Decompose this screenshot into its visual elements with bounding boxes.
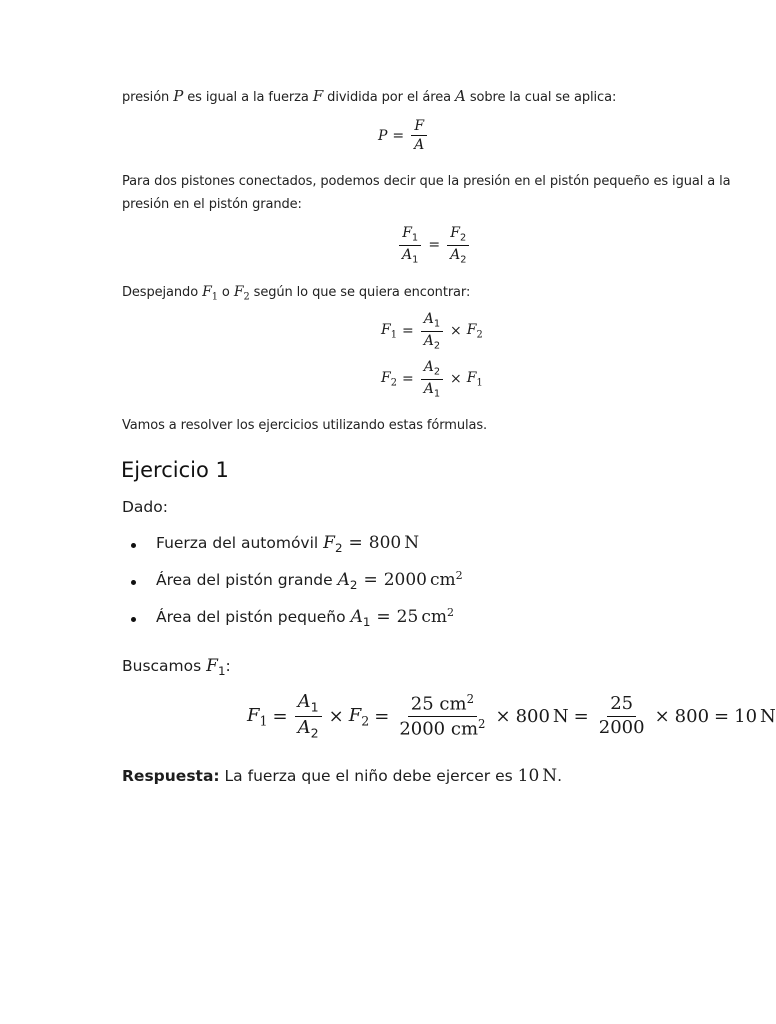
numerator-value: 25 (607, 694, 636, 717)
var-f1: F (202, 284, 212, 300)
exercise-heading: Ejercicio 1 (121, 458, 229, 482)
var-a: A (455, 87, 466, 105)
result-unit: N (760, 705, 776, 727)
var-f: F (312, 87, 324, 105)
fraction-numerator: F (411, 118, 427, 136)
lhs-var: F (247, 704, 260, 726)
paragraph-solve (122, 284, 470, 302)
item-var: A (337, 570, 350, 591)
equals-sign: = (272, 705, 288, 727)
fraction (421, 359, 443, 399)
list-item-text: Fuerza del automóvil (156, 534, 319, 552)
given-label: Dado: (122, 498, 168, 516)
fraction-values (396, 693, 488, 740)
fraction (411, 118, 427, 153)
lhs-var: F (381, 369, 391, 386)
numerator-unit: cm (439, 693, 467, 715)
intro-text-b: es igual a la fuerza (187, 90, 309, 105)
times-sign: × (654, 705, 670, 727)
item-sub: 1 (362, 615, 371, 630)
times-sign: × (450, 371, 462, 388)
formula-f2: $F_2$ = $\frac{A_2}{A_1}$ × $F_1$ (381, 359, 483, 400)
intro-text-c: dividida por el área (327, 90, 451, 105)
item-sub: 2 (334, 541, 343, 556)
solve-text-o: o (221, 285, 230, 300)
paragraph-pistons-line2: presión en el pistón grande: (122, 197, 302, 212)
paragraph-pistons-line1: Para dos pistones conectados, podemos decir que la presión en el pistón pequeño es igual a la (122, 174, 731, 189)
numerator-sub: 1 (310, 699, 319, 715)
item-exponent: 2 (455, 569, 463, 582)
equals-sign: = (392, 127, 405, 144)
item-value: 2000 (383, 570, 427, 591)
denominator-var: A (297, 716, 311, 738)
answer-line (122, 766, 562, 786)
seek-sub: 1 (217, 664, 226, 679)
item-unit: N (404, 533, 420, 553)
var-f2: F (233, 284, 244, 300)
solve-text-b: según lo que se quiera encontrar: (253, 285, 471, 300)
equals-sign: = (376, 607, 391, 628)
formula-f1: $F_1$ = $\frac{A_1}{A_2}$ × $F_2$ (381, 311, 483, 352)
item-unit: cm (421, 607, 447, 628)
times-sign: × (328, 705, 344, 727)
equals-sign: = (428, 237, 441, 254)
seek-label: Buscamos (122, 657, 202, 675)
rhs-sub: 2 (476, 329, 483, 341)
numerator-sub: 1 (433, 318, 441, 330)
equals-sign: = (714, 705, 730, 727)
denominator-exponent: 2 (478, 716, 486, 731)
denominator-var: A (450, 246, 461, 263)
numerator-sub: 2 (433, 366, 441, 378)
denominator-value: 2000 (598, 716, 645, 738)
solve-text-a: Despejando (122, 285, 199, 300)
item-exponent: 2 (446, 606, 454, 619)
seek-var: F (206, 656, 218, 676)
var-p: P (173, 87, 184, 105)
numerator-var: F (402, 225, 412, 241)
denominator-sub: 2 (433, 340, 441, 352)
lhs-sub: 1 (259, 713, 268, 729)
rhs-sub: 1 (476, 377, 483, 389)
list-item (156, 533, 419, 555)
item-value: 800 (368, 533, 402, 553)
list-item (156, 606, 454, 629)
seek-line (122, 656, 231, 678)
lhs-sub: 1 (390, 329, 397, 341)
numerator-sub: 2 (460, 232, 467, 244)
numerator-sub: 1 (411, 232, 419, 244)
lhs-var: F (381, 321, 391, 338)
denominator-sub: 1 (412, 254, 419, 266)
multiplier-value: 800 (674, 705, 710, 727)
equals-sign: = (348, 533, 363, 553)
rhs-var: F (466, 321, 477, 338)
answer-unit: N (542, 766, 558, 786)
equals-sign: = (363, 570, 378, 591)
lhs-sub: 2 (390, 377, 397, 389)
multiplier-unit: N (552, 705, 569, 727)
result-value: 10 (734, 705, 758, 727)
answer-text: La fuerza que el niño debe ejercer es (224, 767, 513, 785)
denominator-value: 2000 (399, 718, 446, 740)
times-sign: × (450, 323, 462, 340)
intro-line (122, 87, 616, 105)
formula-pressure (378, 118, 429, 153)
numerator-value: 25 (410, 693, 434, 715)
denominator-sub: 2 (310, 725, 319, 741)
rhs-var: F (466, 369, 477, 386)
var-f2-sub: 2 (243, 291, 250, 303)
denominator-var: A (423, 380, 434, 397)
calculation-formula (247, 692, 776, 741)
var-f1-sub: 1 (211, 291, 218, 303)
fraction-left (399, 225, 421, 265)
numerator-var: F (450, 225, 461, 241)
answer-label: Respuesta: (122, 767, 220, 785)
intro-text-a: presión (122, 90, 170, 105)
numerator-exponent: 2 (466, 691, 475, 706)
list-item-text: Área del pistón pequeño (156, 608, 346, 627)
bullet-icon (131, 543, 136, 548)
formula-lhs: P (378, 127, 388, 144)
item-value: 25 (396, 607, 419, 628)
rhs-var: F (348, 704, 362, 726)
bullet-icon (131, 580, 136, 585)
fraction-right (447, 225, 469, 265)
fraction (421, 311, 443, 351)
list-item (156, 569, 463, 592)
denominator-var: A (402, 246, 413, 263)
formula-equal-pressure (397, 225, 471, 265)
numerator-var: A (423, 311, 434, 327)
denominator-unit: cm (450, 718, 479, 740)
denominator-sub: 1 (433, 388, 441, 400)
rhs-sub: 2 (361, 713, 370, 729)
numerator-var: A (423, 359, 434, 375)
bullet-icon (131, 617, 136, 622)
numerator-var: A (297, 691, 311, 712)
list-item-text: Área del pistón grande (156, 571, 333, 590)
intro-text-d: sobre la cual se aplica: (469, 90, 617, 105)
item-unit: cm (429, 570, 456, 591)
item-var: A (350, 607, 363, 628)
answer-period: . (557, 767, 563, 785)
equals-sign: = (573, 705, 589, 727)
seek-colon: : (225, 657, 231, 675)
equals-sign: = (374, 705, 390, 727)
fraction-denominator: A (414, 137, 425, 154)
paragraph-resolve: Vamos a resolver los ejercicios utilizando estas fórmulas. (122, 418, 488, 433)
denominator-sub: 2 (460, 254, 467, 266)
answer-value: 10 (517, 766, 540, 786)
fraction-areas (295, 692, 322, 741)
fraction-numbers (596, 694, 648, 738)
multiplier-value: 800 (515, 705, 550, 727)
item-sub: 2 (349, 578, 358, 593)
denominator-var: A (423, 332, 434, 349)
times-sign: × (495, 705, 511, 727)
item-var: F (323, 533, 335, 553)
